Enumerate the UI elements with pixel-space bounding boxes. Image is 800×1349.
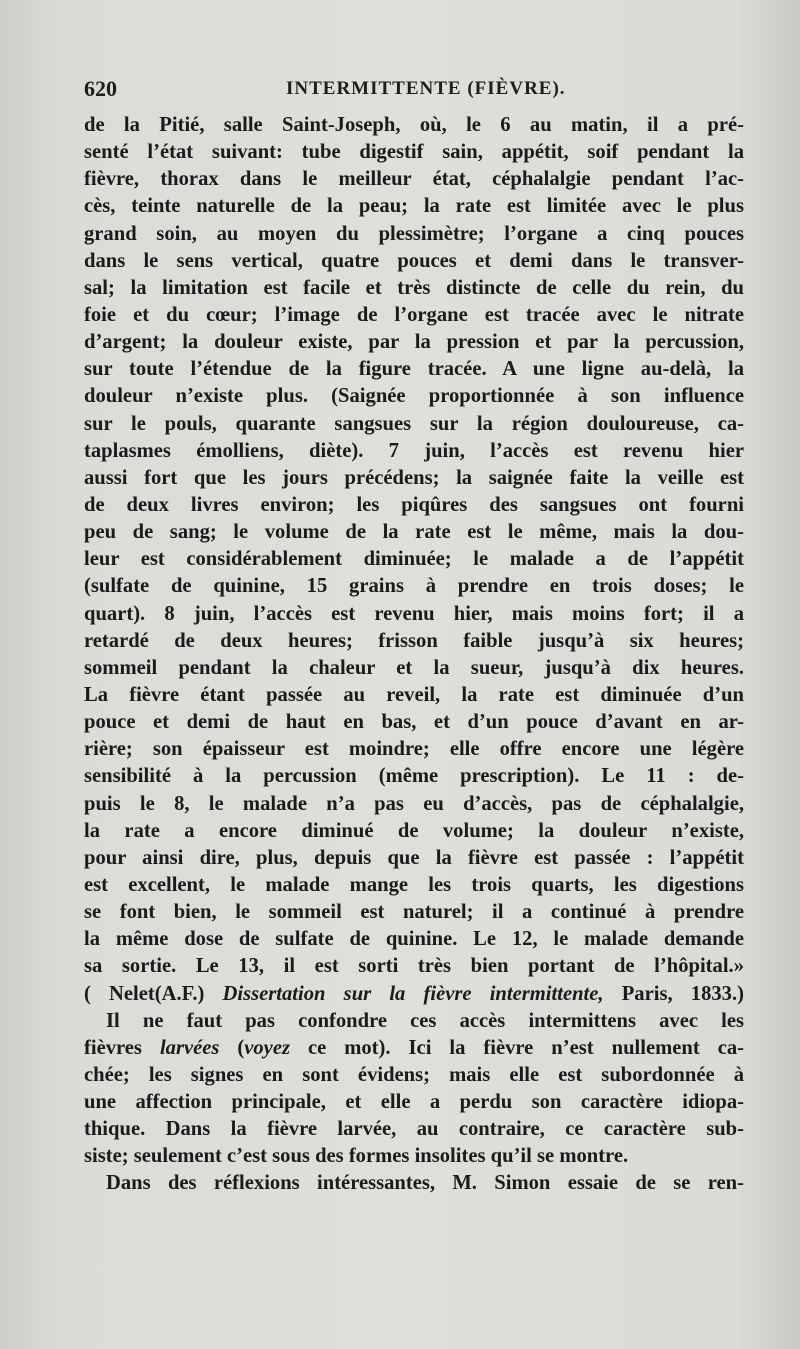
text-run: ce mot). Ici la fièvre n’est nullement ca-	[289, 1036, 744, 1059]
text-line: peu de sang; le volume de la rate est le même, mais la dou-	[84, 521, 744, 544]
text-line: d’argent; la douleur existe, par la pression et par la percussion,	[84, 331, 744, 354]
text-line: se font bien, le sommeil est naturel; il a continué à prendre	[84, 901, 744, 924]
citation-line	[84, 981, 744, 1008]
italic-term: voyez	[244, 1036, 290, 1059]
paragraph-3-line-1: Dans des réflexions intéressantes, M. Simon essaie de se ren-	[106, 1172, 744, 1195]
text-line: sa sortie. Le 13, il est sorti très bien portant de l’hôpital.»	[84, 955, 744, 978]
paragraph-2-line-4: une affection principale, et elle a perdu son caractère idiopa-	[84, 1091, 744, 1114]
text-line: sur le pouls, quarante sangsues sur la région douloureuse, ca-	[84, 412, 744, 435]
text-line: aussi fort que les jours précédens; la saignée faite la veille est	[84, 466, 744, 489]
text-line: quart). 8 juin, l’accès est revenu hier, mais moins fort; il a	[84, 602, 744, 625]
text-run: (	[219, 1036, 245, 1059]
text-line: puis le 8, le malade n’a pas eu d’accès, pas de céphalalgie,	[84, 792, 744, 815]
text-line: La fièvre étant passée au reveil, la rate est diminuée d’un	[84, 683, 744, 706]
text-line: pouce et demi de haut en bas, et d’un pouce d’avant en ar-	[84, 711, 744, 734]
text-line: la même dose de sulfate de quinine. Le 12, le malade demande	[84, 928, 744, 951]
text-line: cès, teinte naturelle de la peau; la rate est limitée avec le plus	[84, 195, 744, 218]
citation-open: ( Nelet(A.F.)	[84, 982, 223, 1005]
paragraph-2-line-2	[84, 1035, 744, 1062]
text-line: est excellent, le malade mange les trois quarts, les digestions	[84, 873, 744, 896]
text-line: sur toute l’étendue de la figure tracée. A une ligne au-delà, la	[84, 358, 744, 381]
text-line: de deux livres environ; les piqûres des sangsues ont fourni	[84, 493, 744, 516]
text-line: foie et du cœur; l’image de l’organe est tracée avec le nitrate	[84, 303, 744, 326]
italic-term: larvées	[159, 1036, 220, 1059]
running-title: INTERMITTENTE (FIÈVRE).	[286, 78, 566, 99]
text-line: fièvre, thorax dans le meilleur état, céphalalgie pendant l’ac-	[84, 168, 744, 191]
text-line: senté l’état suivant: tube digestif sain, appétit, soif pendant la	[84, 141, 744, 164]
text-line: douleur n’existe plus. (Saignée proportionnée à son influence	[84, 385, 744, 408]
text-line: de la Pitié, salle Saint-Joseph, où, le 6 au matin, il a pré-	[84, 114, 744, 136]
citation-title: Dissertation sur la fièvre intermittente,	[222, 982, 604, 1005]
text-line: dans le sens vertical, quatre pouces et demi dans le transver-	[84, 249, 744, 272]
text-line: sensibilité à la percussion (même prescription). Le 11 : de-	[84, 765, 744, 788]
text-line: sal; la limitation est facile et très distincte de celle du rein, du	[84, 276, 744, 299]
text-line: pour ainsi dire, plus, depuis que la fièvre est passée : l’appétit	[84, 846, 744, 869]
paragraph-2-line-3: chée; les signes en sont évidens; mais elle est subordonnée à	[84, 1063, 744, 1086]
text-line: sommeil pendant la chaleur et la sueur, jusqu’à dix heures.	[84, 656, 744, 679]
text-line: leur est considérablement diminuée; le malade a de l’appétit	[84, 548, 744, 571]
page-number: 620	[84, 76, 117, 101]
text-line: la rate a encore diminué de volume; la douleur n’existe,	[84, 819, 744, 842]
text-line: rière; son épaisseur est moindre; elle offre encore une légère	[84, 738, 744, 761]
text-line: taplasmes émolliens, diète). 7 juin, l’accès est revenu hier	[84, 439, 744, 462]
text-line: grand soin, au moyen du plessimètre; l’organe a cinq pouces	[84, 222, 744, 245]
paragraph-2-line-5: thique. Dans la fièvre larvée, au contraire, ce caractère sub-	[84, 1118, 744, 1141]
body-text	[84, 112, 744, 1198]
text-run: fièvres	[84, 1036, 160, 1059]
paragraph-2-line-6: siste; seulement c’est sous des formes insolites qu’il se montre.	[84, 1145, 629, 1168]
running-head	[84, 76, 744, 106]
citation-close: Paris, 1833.)	[603, 982, 744, 1005]
paragraph-2-line-1: Il ne faut pas confondre ces accès intermittens avec les	[106, 1009, 744, 1032]
text-line: retardé de deux heures; frisson faible jusqu’à six heures;	[84, 629, 744, 652]
text-line: (sulfate de quinine, 15 grains à prendre en trois doses; le	[84, 575, 744, 598]
